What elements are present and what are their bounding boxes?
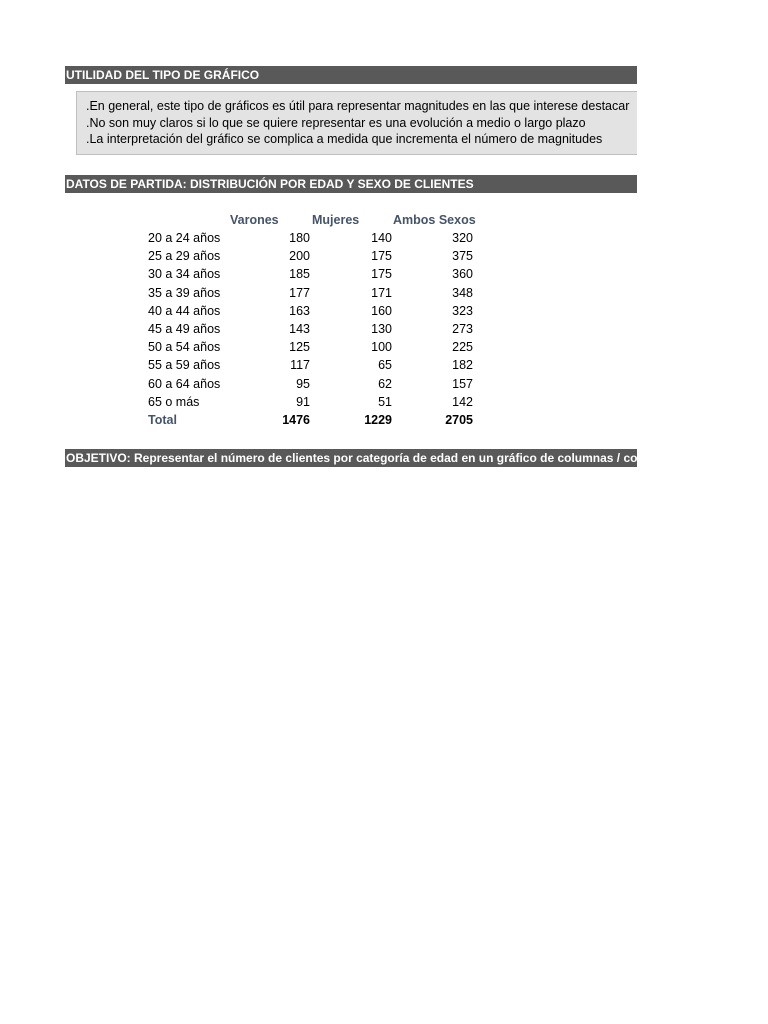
cell-ambos: 142 — [452, 395, 473, 409]
cell-varones: 91 — [296, 395, 310, 409]
row-label: 20 a 24 años — [148, 231, 221, 245]
cell-ambos: 225 — [452, 340, 473, 354]
cell-mujeres: 100 — [371, 340, 392, 354]
column-header-ambos: Ambos Sexos — [393, 213, 476, 227]
section-title-datos: DATOS DE PARTIDA: DISTRIBUCIÓN POR EDAD Y SEXO DE CLIENTES — [65, 175, 637, 193]
cell-mujeres: 65 — [378, 358, 392, 372]
cell-varones: 180 — [289, 231, 310, 245]
cell-mujeres: 175 — [371, 249, 392, 263]
row-label: 25 a 29 años — [148, 249, 221, 263]
cell-varones: 200 — [289, 249, 310, 263]
column-header-varones: Varones — [230, 213, 279, 227]
section-title-utilidad: UTILIDAD DEL TIPO DE GRÁFICO — [65, 66, 637, 84]
cell-ambos: 375 — [452, 249, 473, 263]
row-label: 45 a 49 años — [148, 322, 221, 336]
row-label: 55 a 59 años — [148, 358, 221, 372]
cell-varones: 95 — [296, 377, 310, 391]
note-line: .No son muy claros si lo que se quiere representar es una evolución a medio o largo plazo — [86, 116, 586, 130]
note-line: .La interpretación del gráfico se complica a medida que incrementa el número de magnitudes — [86, 132, 603, 146]
cell-varones: 117 — [290, 358, 310, 372]
cell-mujeres: 130 — [371, 322, 392, 336]
row-label: 35 a 39 años — [148, 286, 221, 300]
cell-varones: 177 — [289, 286, 310, 300]
column-header-mujeres: Mujeres — [312, 213, 360, 227]
row-label: 40 a 44 años — [148, 304, 221, 318]
row-label: 65 o más — [148, 395, 200, 409]
note-line: .En general, este tipo de gráficos es útil para representar magnitudes en las que interese destacar — [86, 99, 630, 113]
cell-ambos: 360 — [452, 267, 473, 281]
cell-mujeres: 51 — [378, 395, 392, 409]
cell-ambos: 323 — [452, 304, 473, 318]
row-label: 60 a 64 años — [148, 377, 221, 391]
section-title-objetivo: OBJETIVO: Representar el número de clientes por categoría de edad en un gráfico de columnas / columnas apiladas — [66, 451, 731, 465]
cell-mujeres: 62 — [378, 377, 392, 391]
cell-ambos: 157 — [452, 377, 473, 391]
cell-ambos: 273 — [452, 322, 473, 336]
total-ambos: 2705 — [445, 413, 473, 427]
total-mujeres: 1229 — [364, 413, 392, 427]
total-varones: 1476 — [282, 413, 310, 427]
cell-mujeres: 171 — [371, 286, 392, 300]
row-label: 30 a 34 años — [148, 267, 221, 281]
cell-mujeres: 175 — [371, 267, 392, 281]
cell-ambos: 348 — [452, 286, 473, 300]
cell-ambos: 320 — [452, 231, 473, 245]
cell-varones: 125 — [289, 340, 310, 354]
total-label: Total — [148, 413, 177, 427]
row-label: 50 a 54 años — [148, 340, 221, 354]
cell-mujeres: 140 — [371, 231, 392, 245]
cell-ambos: 182 — [452, 358, 473, 372]
cell-mujeres: 160 — [371, 304, 392, 318]
cell-varones: 185 — [289, 267, 310, 281]
utilidad-notes-box — [76, 91, 637, 155]
cell-varones: 163 — [289, 304, 310, 318]
cell-varones: 143 — [289, 322, 310, 336]
